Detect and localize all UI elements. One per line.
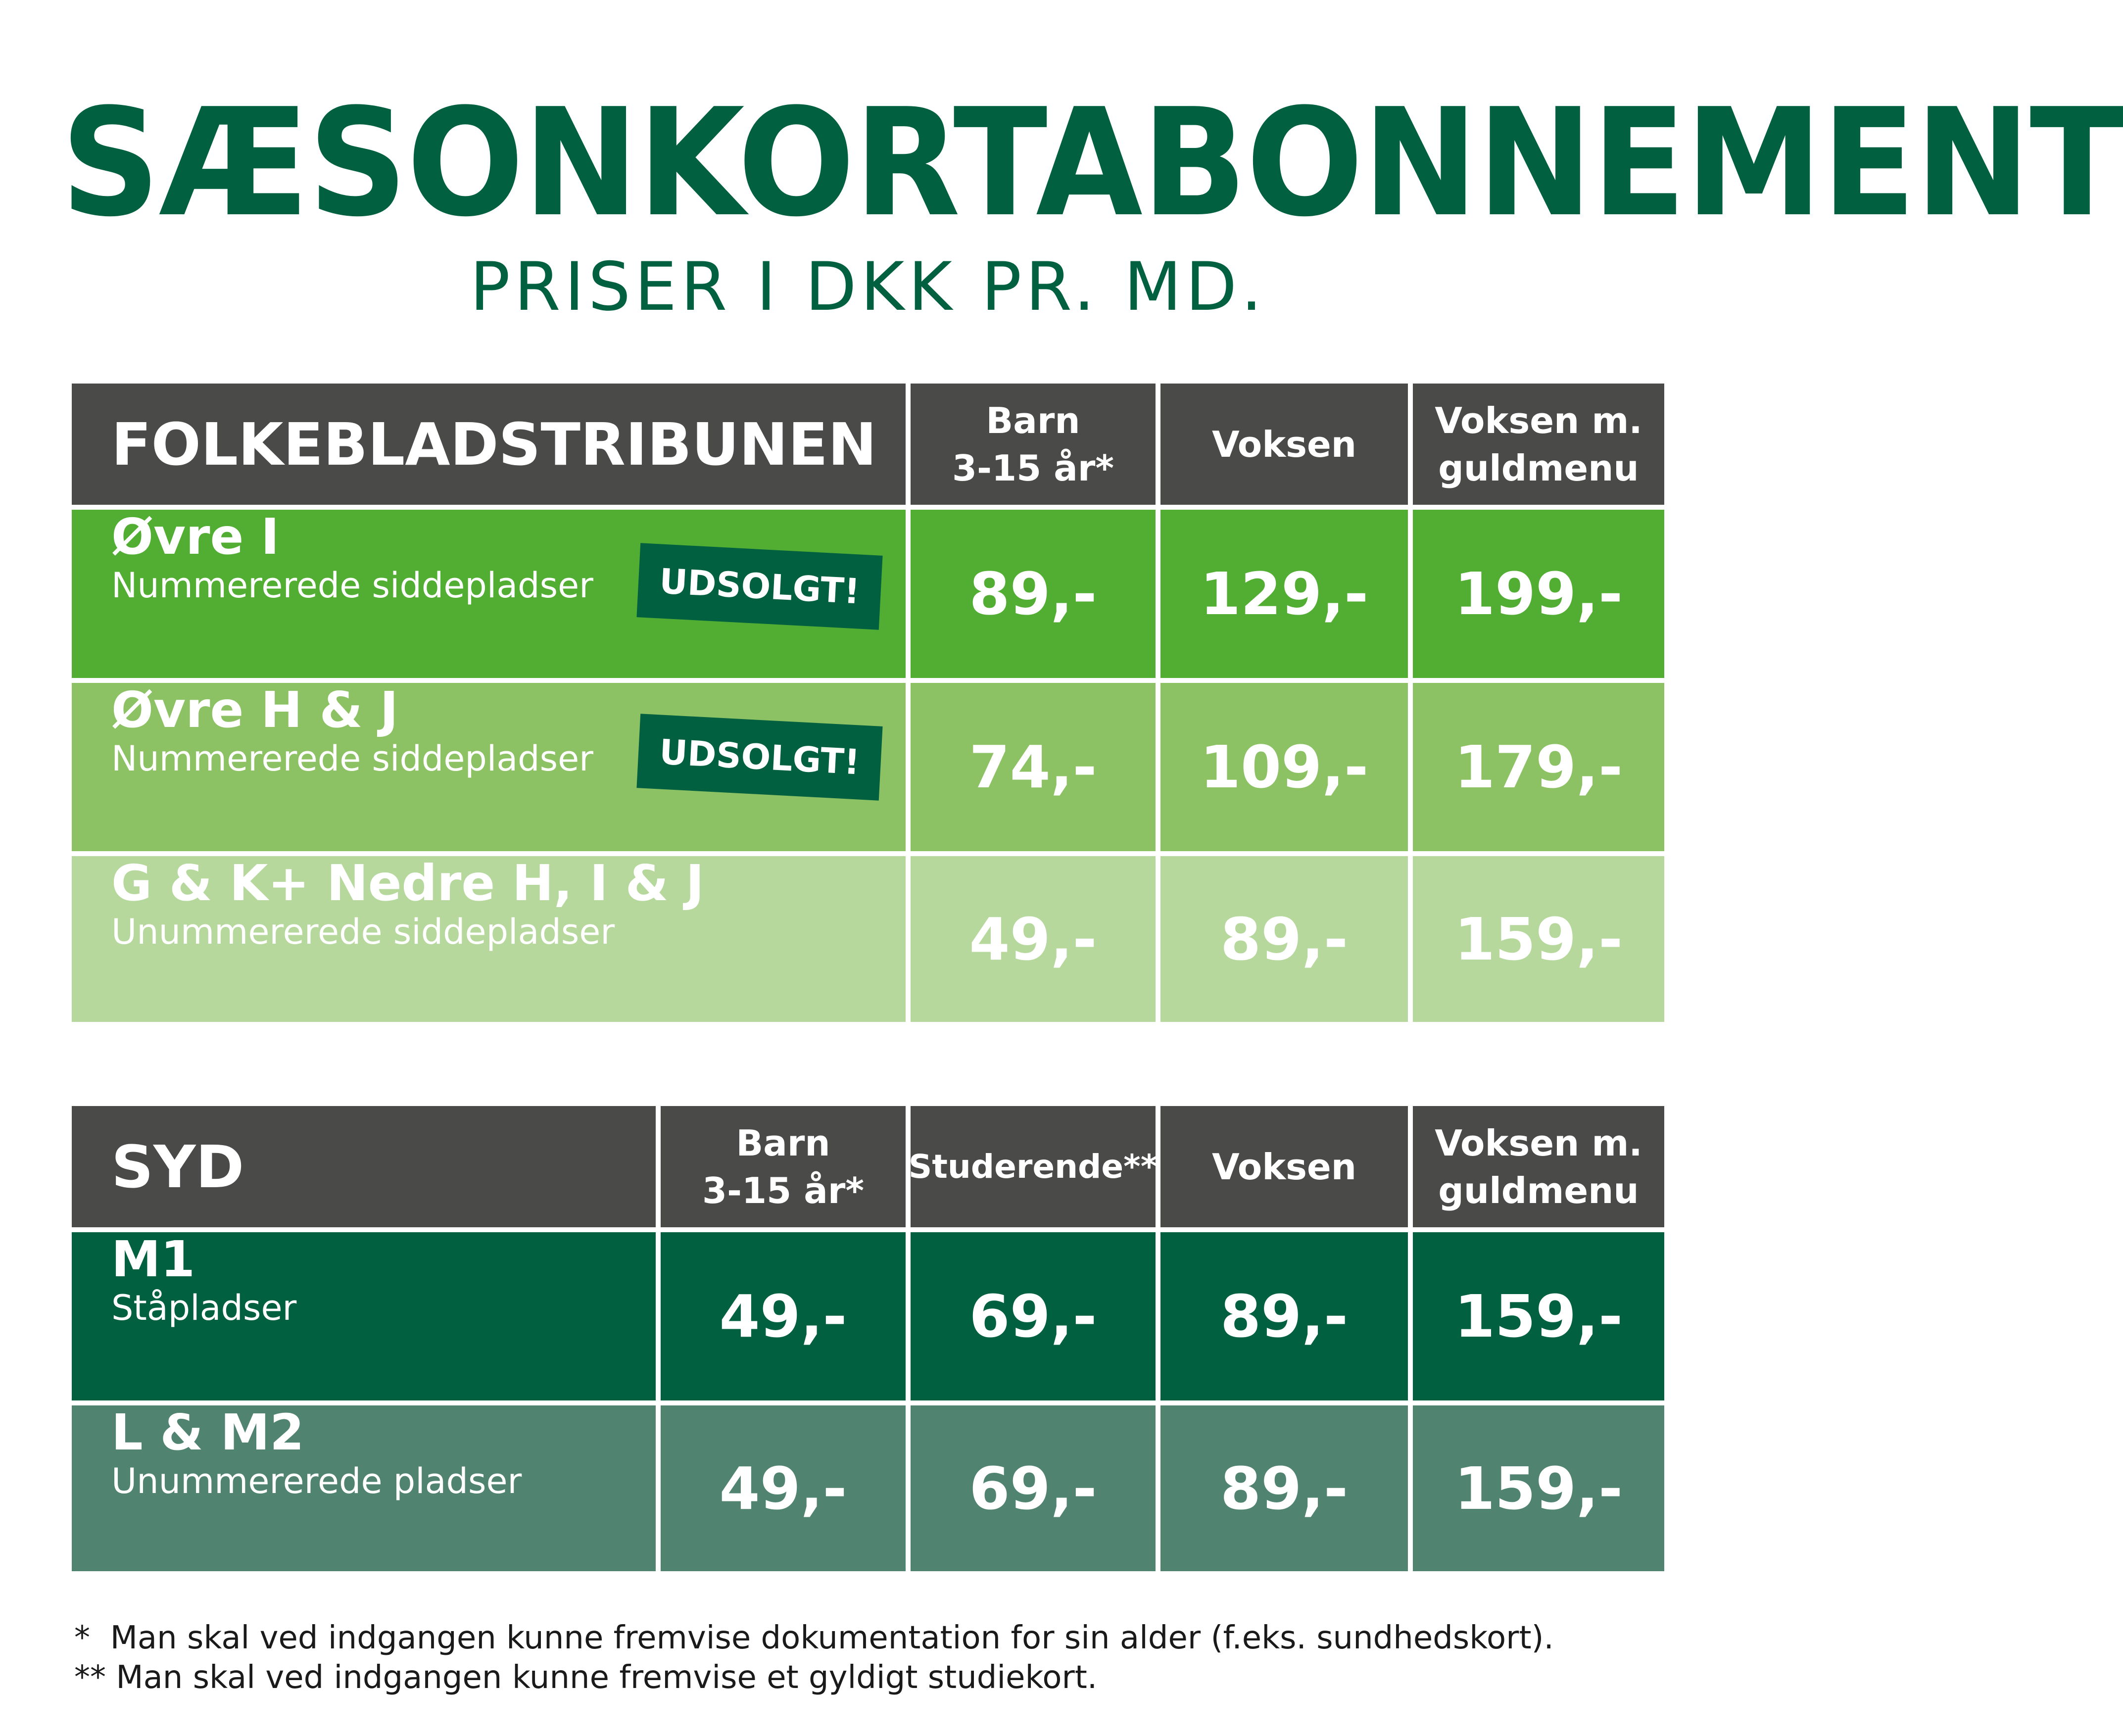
column-header-voksen: Voksen	[1160, 384, 1408, 505]
price-cell: 159,-	[1413, 1405, 1664, 1571]
footnote-student: ** Man skal ved indgangen kunne fremvise et gyldigt studiekort.	[74, 1659, 1098, 1696]
sold-out-badge: UDSOLGT!	[636, 714, 882, 800]
price-cell: 159,-	[1413, 1232, 1664, 1400]
price-cell: 199,-	[1413, 510, 1664, 678]
price-cell: 69,-	[911, 1232, 1156, 1400]
price-cell: 89,-	[1160, 856, 1408, 1022]
row-name: Øvre I	[111, 508, 280, 566]
table-row-label	[72, 856, 906, 1022]
row-name: G & K+ Nedre H, I & J	[111, 854, 704, 912]
price-cell: 129,-	[1160, 510, 1408, 678]
price-cell: 49,-	[661, 1232, 906, 1400]
column-header-voksen: Voksen	[1160, 1106, 1408, 1227]
table-row-label	[72, 1232, 656, 1400]
syd-title: SYD	[72, 1106, 656, 1227]
footnote-age: * Man skal ved indgangen kunne fremvise dokumentation for sin alder (f.eks. sundhedskort).	[74, 1620, 1554, 1656]
price-cell: 109,-	[1160, 683, 1408, 851]
page-subtitle: PRISER I DKK PR. MD.	[470, 248, 1266, 326]
price-cell: 89,-	[1160, 1232, 1408, 1400]
column-header-voksen-guldmenu: Voksen m. guldmenu	[1413, 384, 1664, 505]
row-subtitle: Nummererede siddepladser	[111, 738, 593, 779]
row-name: L & M2	[111, 1403, 304, 1461]
row-subtitle: Unummererede pladser	[111, 1461, 522, 1501]
row-subtitle: Unummererede siddepladser	[111, 912, 615, 952]
row-name: Øvre H & J	[111, 681, 398, 739]
price-cell: 69,-	[911, 1405, 1156, 1571]
price-cell: 179,-	[1413, 683, 1664, 851]
column-header-barn: Barn 3-15 år*	[911, 384, 1156, 505]
row-name: M1	[111, 1230, 195, 1288]
page-title: SÆSONKORTABONNEMENT	[60, 77, 2123, 249]
column-header-voksen-guldmenu: Voksen m. guldmenu	[1413, 1106, 1664, 1227]
row-subtitle: Ståpladser	[111, 1288, 297, 1328]
price-cell: 159,-	[1413, 856, 1664, 1022]
folkebladstribunen-title: FOLKEBLADSTRIBUNEN	[72, 384, 906, 505]
column-header-barn: Barn 3-15 år*	[661, 1106, 906, 1227]
price-cell: 89,-	[1160, 1405, 1408, 1571]
price-cell: 49,-	[661, 1405, 906, 1571]
price-cell: 74,-	[911, 683, 1156, 851]
column-header-studerende: Studerende**	[911, 1106, 1156, 1227]
sold-out-badge: UDSOLGT!	[636, 543, 882, 629]
price-cell: 89,-	[911, 510, 1156, 678]
price-cell: 49,-	[911, 856, 1156, 1022]
row-subtitle: Nummererede siddepladser	[111, 565, 593, 606]
table-row-label	[72, 1405, 656, 1571]
